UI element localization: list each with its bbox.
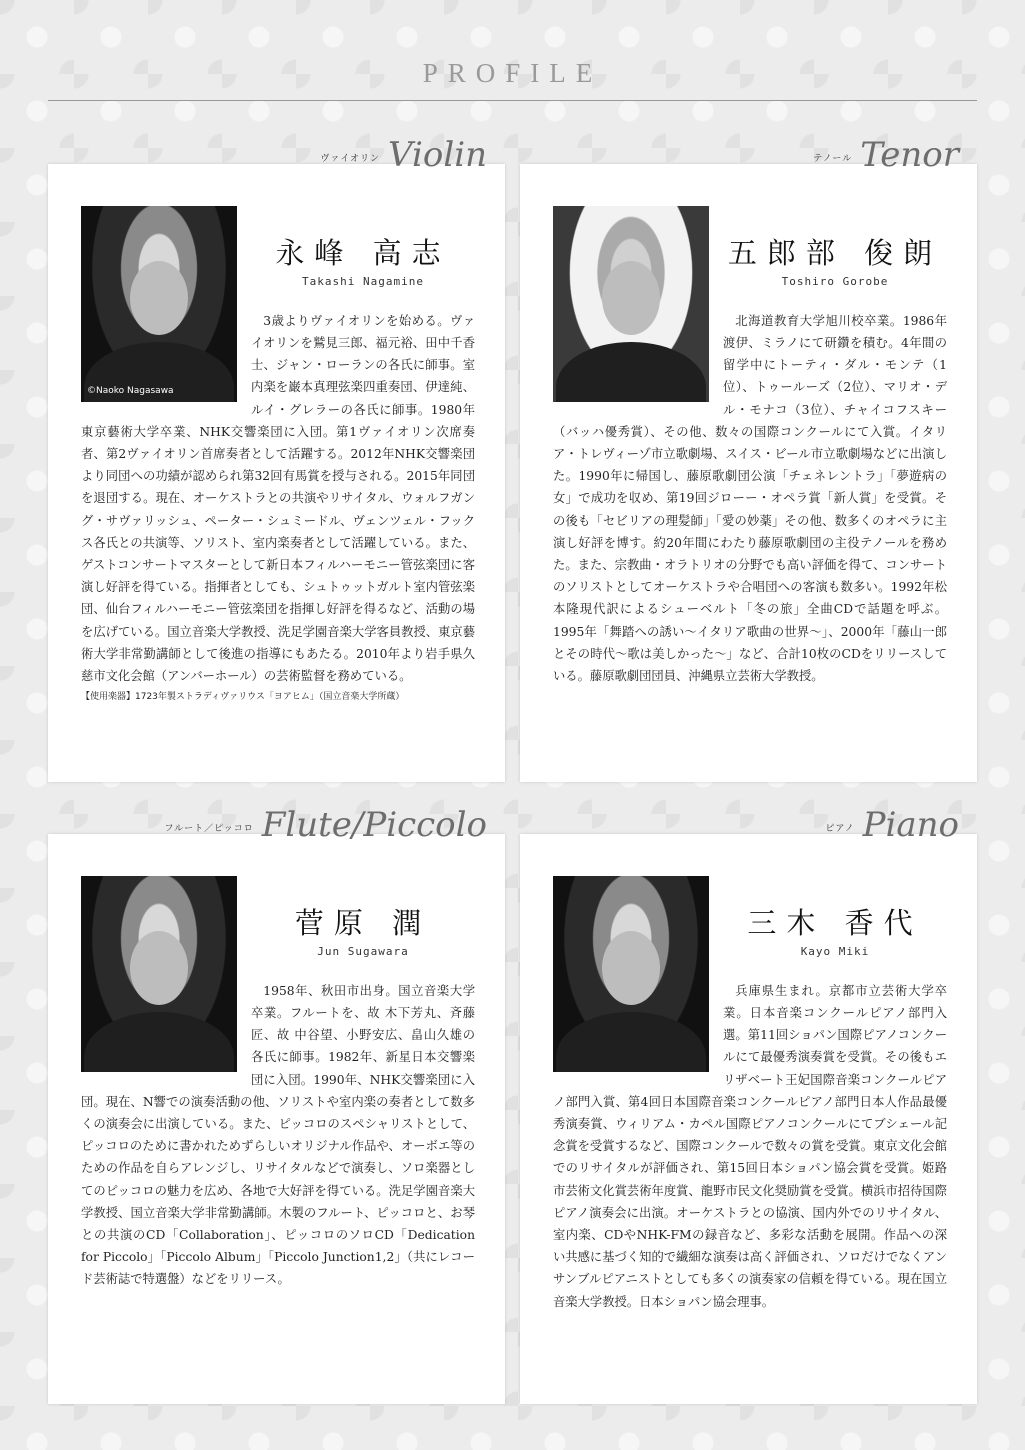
name-en: Toshiro Gorobe <box>781 274 889 288</box>
category-label-ja: ヴァイオリン <box>320 154 381 164</box>
portrait-photo <box>81 206 237 402</box>
photo-credit: ©Naoko Nagasawa <box>87 386 174 396</box>
profile-card-flute-piccolo <box>48 805 505 1404</box>
category-label-en: Tenor <box>860 135 959 175</box>
portrait-photo <box>553 876 709 1072</box>
portrait-photo <box>553 206 709 402</box>
instrument-note: 【使用楽器】1723年製ストラディヴァリウス「ヨアヒム」（国立音楽大学所蔵） <box>81 692 405 703</box>
biography: 3歳よりヴァイオリンを始める。ヴァイオリンを鷲見三郎、福元裕、田中千香士、ジャン・ローランの各氏に師事。室内楽を巌本真理弦楽四重奏団、伊達純、ルイ・グレラーの各氏に師事。1980年東京藝術大学卒業、NHK交響楽団に入団。第1ヴァイオリン次席奏者、第2ヴァイオリン首席奏者として活躍する。2012年NHK交響楽団より同団への功績が認められ第32回有馬賞を授与される。2015年同団を退団する。現在、オーケストラとの共演やリサイタル、ウォルフガング・サヴァリッシュ、ペーター・シュミードル、ヴェンツェル・フックス各氏との共演等、ソリスト、室内楽奏者として活躍している。また、ゲストコンサートマスターとして新日本フィルハーモニー管弦楽団に客演し好評を得ている。指揮者としても、シュトゥットガルト室内管弦楽団、仙台フィルハーモニー管弦楽団を指揮し好評を得るなど、活動の場を広げている。国立音楽大学教授、洗足学園音楽大学客員教授、東京藝術大学非常勤講師として後進の指導にもあたる。2010年より岩手県久慈市文化会館（アンバーホール）の芸術監督を務めている。 <box>81 313 475 684</box>
biography: 兵庫県生まれ。京都市立芸術大学卒業。日本音楽コンクールピアノ部門入選。第11回ショパン国際ピアノコンクールにて最優秀演奏賞を受賞。その後もエリザベート王妃国際音楽コンクールピアノ部門入賞、第4回日本国際音楽コンクールピアノ部門日本人作品最優秀演奏賞、ウィリアム・カペル国際ピアノコンクールにてブシェール記念賞を受賞するなど、国際コンクールで数々の賞を受賞。東京文化会館でのリサイタルが評価され、第15回日本ショパン協会賞を受賞。姫路市芸術文化賞芸術年度賞、龍野市民文化奨励賞を受賞。横浜市招待国際ピアノ演奏会に出演。オーケストラとの協演、国内外でのリサイタル、室内楽、CDやNHK-FMの録音など、多彩な活動を展開。作品への深い共感に基づく知的で繊細な演奏は高く評価され、ソロだけでなくアンサンブルピアニストとしても多くの演奏家の信頼を得ている。現在国立音楽大学教授。日本ショパン協会理事。 <box>553 983 947 1309</box>
page-title: PROFILE <box>422 58 603 88</box>
title-divider <box>48 100 977 101</box>
portrait-photo <box>81 876 237 1072</box>
name-en: Kayo Miki <box>800 944 870 958</box>
category-heading <box>825 805 959 845</box>
profile-card-violin <box>48 135 505 782</box>
category-label-en: Violin <box>388 135 487 175</box>
category-label-ja: ピアノ <box>825 824 855 834</box>
biography: 1958年、秋田市出身。国立音楽大学卒業。フルートを、故 木下芳丸、斉藤匠、故 中谷望、小野安広、畠山久雄の各氏に師事。1982年、新星日本交響楽団に入団。1990年、NHK交響楽団に入団。現在、N響での演奏活動の他、ソリストや室内楽の奏者として数多くの演奏会に出演している。また、ピッコロのスペシャリストとして、ピッコロのために書かれためずらしいオリジナル作品や、オーボエ等のための作品を自らアレンジし、リサイタルなどで演奏し、ソロ楽器としてのピッコロの魅力を広め、各地で大好評を得ている。洗足学園音楽大学教授、国立音楽大学非常勤講師。木製のフルート、ピッコロと、お琴との共演のCD「Collaboration」、ピッコロのソロCD「Dedication for Piccolo」「Piccolo Album」「Piccolo Junction1,2」（共にレコード芸術誌で特選盤）などをリリース。 <box>81 983 475 1287</box>
profile-card-piano <box>520 805 977 1404</box>
name-ja: 五郎部 俊朗 <box>727 236 943 270</box>
name-en: Takashi Nagamine <box>302 274 424 288</box>
category-heading <box>320 135 487 175</box>
category-label-en: Flute/Piccolo <box>261 805 487 845</box>
category-heading <box>813 135 959 175</box>
biography: 北海道教育大学旭川校卒業。1986年渡伊、ミラノにて研鑽を積む。4年間の留学中にトーティ・ダル・モンテ（1位）、トゥールーズ（2位）、マリオ・デル・モナコ（3位）、チャイコフスキー（バッハ優秀賞）、その他、数々の国際コンクールにて入賞。イタリア・トレヴィーゾ市立歌劇場、スイス・ビール市立歌劇場などに出演した。1990年に帰国し、藤原歌劇団公演「チェネレントラ」「夢遊病の女」で成功を収め、第19回ジローー・オペラ賞「新人賞」を受賞。その後も「セビリアの理髪師」「愛の妙薬」その他、数多くのオペラに主演し好評を博す。約20年間にわたり藤原歌劇団の主役テノールを務めた。また、宗教曲・オラトリオの分野でも高い評価を得て、コンサートのソリストとしてオーケストラや合唱団への客演も数多い。1992年松本隆現代訳によるシューベルト「冬の旅」全曲CDで話題を呼ぶ。1995年「舞踏への誘い〜イタリア歌曲の世界〜」、2000年「藤山一郎とその時代〜歌は美しかった〜」など、合計10枚のCDをリリースしている。藤原歌劇団団員、沖縄県立芸術大学教授。 <box>553 313 948 684</box>
name-ja: 三木 香代 <box>747 906 923 940</box>
name-ja: 永峰 高志 <box>275 236 451 270</box>
name-en: Jun Sugawara <box>317 944 409 958</box>
category-label-ja: フルート／ピッコロ <box>164 824 254 834</box>
profile-card-tenor <box>520 135 977 782</box>
category-heading <box>164 805 487 845</box>
name-ja: 菅原 潤 <box>294 906 432 940</box>
category-label-ja: テノール <box>813 154 853 164</box>
category-label-en: Piano <box>862 805 959 845</box>
